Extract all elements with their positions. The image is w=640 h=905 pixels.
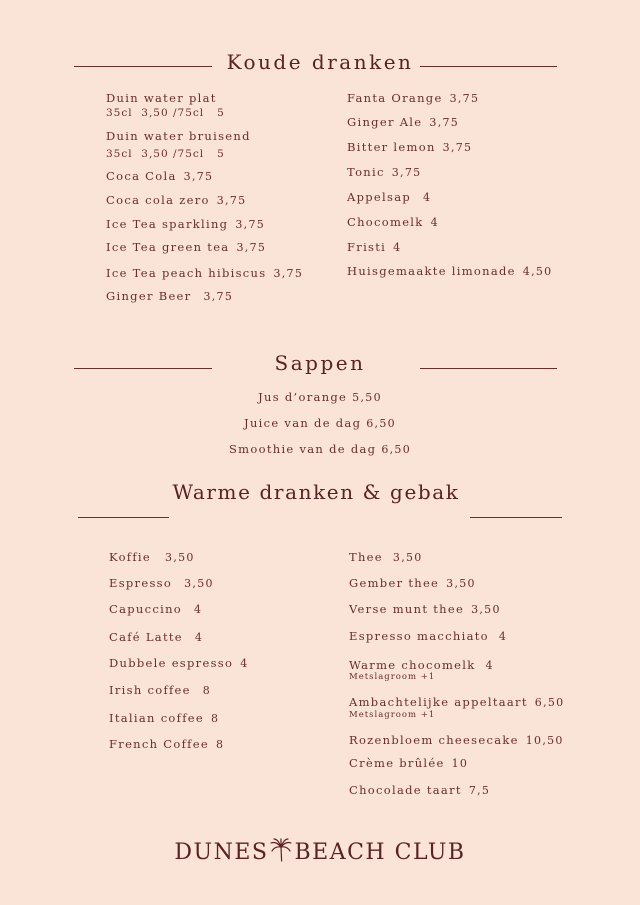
menu-item xyxy=(349,658,494,672)
item-name: Ambachtelijke appeltaart xyxy=(349,695,528,709)
menu-item xyxy=(109,602,202,616)
section-title-warme-dranken: Warme dranken & gebak xyxy=(172,480,460,504)
menu-item xyxy=(349,695,564,709)
menu-item xyxy=(0,390,640,404)
logo-text-left: DUNES xyxy=(174,840,269,865)
menu-item xyxy=(106,289,233,303)
menu-item xyxy=(106,193,246,207)
item-name: Ginger Ale xyxy=(347,115,423,129)
heading-rule-right xyxy=(470,517,562,518)
item-name: Dubbele espresso xyxy=(109,656,234,670)
menu-item xyxy=(0,416,640,430)
item-name: Crème brûlée xyxy=(349,756,445,770)
item-name: Tonic xyxy=(347,165,385,179)
menu-item xyxy=(106,266,303,280)
item-name: Chocolade taart xyxy=(349,783,462,797)
item-price: 6,50 xyxy=(534,696,565,709)
item-name: Warme chocomelk xyxy=(349,658,476,672)
heading-rule-right xyxy=(420,368,557,369)
menu-item xyxy=(347,165,421,179)
item-price: 4 xyxy=(485,659,494,672)
item-price: 3,75 xyxy=(391,166,422,179)
item-price: 3,75 xyxy=(236,241,267,254)
menu-item xyxy=(109,656,249,670)
menu-item xyxy=(349,550,423,564)
menu-item-duin-water-bruisend xyxy=(106,129,251,143)
menu-item xyxy=(106,169,213,183)
item-note-slagroom: Metslagroom +1 xyxy=(349,672,436,682)
menu-item xyxy=(349,602,501,616)
item-price: 3,75 xyxy=(235,218,266,231)
menu-item xyxy=(347,264,552,278)
item-price: 4 xyxy=(240,657,249,670)
item-name: Koffie xyxy=(109,550,152,564)
menu-item xyxy=(347,140,472,154)
menu-item xyxy=(347,215,439,229)
item-price: 3,75 xyxy=(429,116,460,129)
item-name: Rozenbloem cheesecake xyxy=(349,733,519,747)
item-price: 6,50 xyxy=(381,443,412,456)
item-name: Thee xyxy=(349,550,383,564)
item-name: Coca cola zero xyxy=(106,193,210,207)
item-price: 10 xyxy=(451,757,469,770)
item-name: Espresso macchiato xyxy=(349,629,489,643)
item-price: 3,75 xyxy=(183,170,214,183)
item-price: 8 xyxy=(215,738,225,751)
menu-item xyxy=(347,91,479,105)
logo-text-right: BEACH CLUB xyxy=(294,840,466,865)
item-name: Appelsap xyxy=(347,190,412,204)
item-name: French Coffee xyxy=(109,737,209,751)
item-name: Huisgemaakte limonade xyxy=(347,264,516,278)
item-price: 4 xyxy=(393,241,402,254)
item-price: 4 xyxy=(194,603,203,616)
item-price: 3,75 xyxy=(449,92,480,105)
menu-item xyxy=(109,630,203,644)
menu-item xyxy=(349,576,476,590)
menu-item xyxy=(349,629,507,643)
item-name: Verse munt thee xyxy=(349,602,465,616)
menu-item xyxy=(349,783,490,797)
heading-rule-left xyxy=(78,517,169,518)
item-price: 3,75 xyxy=(203,290,234,303)
item-name: Ice Tea sparkling xyxy=(106,217,229,231)
item-price: 10,50 xyxy=(525,734,564,747)
item-note-slagroom: Metslagroom +1 xyxy=(349,710,436,720)
item-name: Fristi xyxy=(347,240,387,254)
menu-item xyxy=(106,240,266,254)
item-detail-duin-water-plat: 35cl 3,50 /75cl 5 xyxy=(106,107,225,119)
menu-item xyxy=(347,115,459,129)
menu-item xyxy=(109,683,211,697)
menu-item xyxy=(349,756,468,770)
item-name: Fanta Orange xyxy=(347,91,443,105)
item-name: Ice Tea peach hibiscus xyxy=(106,266,267,280)
item-name: Capuccino xyxy=(109,602,183,616)
item-name: Irish coffee xyxy=(109,683,191,697)
item-name: Espresso xyxy=(109,576,173,590)
item-name: Italian coffee xyxy=(109,711,204,725)
menu-item xyxy=(0,442,640,456)
item-price: 4,50 xyxy=(522,265,553,278)
menu-item xyxy=(109,711,219,725)
item-name: Ginger Beer xyxy=(106,289,192,303)
item-price: 4 xyxy=(194,631,204,644)
item-name: Juice van de dag xyxy=(244,416,362,430)
item-name: Café Latte xyxy=(109,630,183,644)
item-price: 7,5 xyxy=(468,784,491,797)
item-price: 3,75 xyxy=(273,267,304,280)
menu-item xyxy=(349,733,564,747)
item-price: 4 xyxy=(423,191,432,204)
menu-item xyxy=(347,240,401,254)
item-price: 4 xyxy=(430,216,439,229)
item-name: Bitter lemon xyxy=(347,140,436,154)
item-name: Duin water plat xyxy=(106,91,217,105)
item-name: Coca Cola xyxy=(106,169,177,183)
item-price: 3,75 xyxy=(216,194,247,207)
heading-rule-right xyxy=(420,66,557,67)
menu-item xyxy=(109,737,224,751)
palm-tree-icon xyxy=(270,838,292,862)
item-price: 3,50 xyxy=(392,551,423,564)
menu-item xyxy=(109,576,214,590)
item-name: Duin water bruisend xyxy=(106,129,251,143)
menu-item xyxy=(109,550,195,564)
item-price: 5,50 xyxy=(352,391,382,404)
item-price: 8 xyxy=(202,684,212,697)
item-name: Ice Tea green tea xyxy=(106,240,230,254)
item-price: 3,50 xyxy=(184,577,214,590)
item-price: 6,50 xyxy=(366,417,396,430)
item-price: 4 xyxy=(498,630,508,643)
section-title-koude-dranken: Koude dranken xyxy=(226,50,414,74)
item-name: Gember thee xyxy=(349,576,440,590)
item-detail-duin-water-bruisend: 35cl 3,50 /75cl 5 xyxy=(106,148,225,160)
item-price: 3,50 xyxy=(471,603,501,616)
item-price: 3,50 xyxy=(446,577,476,590)
item-price: 3,50 xyxy=(165,551,195,564)
item-price: 3,75 xyxy=(442,141,473,154)
brand-logo xyxy=(0,838,640,865)
menu-item-duin-water-plat xyxy=(106,91,217,105)
item-name: Chocomelk xyxy=(347,215,424,229)
menu-item xyxy=(347,190,431,204)
item-price: 8 xyxy=(210,712,220,725)
item-name: Smoothie van de dag xyxy=(228,442,377,456)
section-title-sappen: Sappen xyxy=(274,351,366,375)
menu-item xyxy=(106,217,265,231)
item-name: Jus d’orange xyxy=(258,390,348,404)
